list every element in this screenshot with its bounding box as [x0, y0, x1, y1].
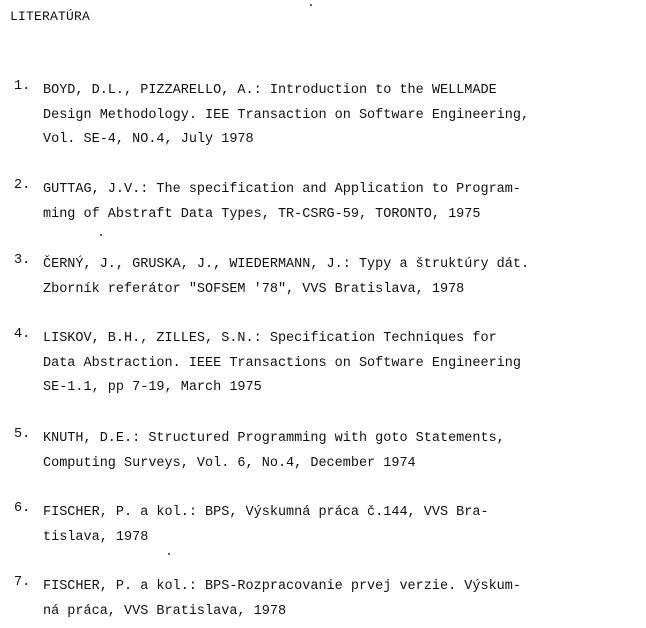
reference-line: KNUTH, D.E.: Structured Programming with goto Statements, — [43, 431, 505, 446]
reference-number: 5. — [14, 427, 31, 442]
reference-line: Computing Surveys, Vol. 6, No.4, December 1974 — [43, 455, 416, 471]
scan-speck — [100, 234, 102, 236]
reference-line: LISKOV, B.H., ZILLES, S.N.: Specification Techniques for — [43, 331, 497, 346]
reference-line: ČERNÝ, J., GRUSKA, J., WIEDERMANN, J.: Typy a štruktúry dát. — [43, 257, 530, 272]
reference-text — [43, 253, 643, 302]
reference-line: GUTTAG, J.V.: The specification and Application to Program- — [43, 182, 521, 197]
reference-number: 6. — [14, 501, 31, 516]
reference-line: BOYD, D.L., PIZZARELLO, A.: Introduction to the WELLMADE — [43, 83, 497, 98]
reference-line: Data Abstraction. IEEE Transactions on Software Engineering — [43, 355, 521, 371]
scan-speck — [168, 553, 170, 555]
reference-line: Zborník referátor "SOFSEM '78", VVS Bratislava, 1978 — [43, 281, 465, 297]
reference-number: 4. — [14, 327, 31, 342]
reference-line: ná práca, VVS Bratislava, 1978 — [43, 603, 287, 619]
reference-text — [43, 427, 643, 476]
reference-line: Vol. SE-4, NO.4, July 1978 — [43, 132, 254, 148]
reference-line: FISCHER, P. a kol.: BPS, Výskumná práca č.144, VVS Bra- — [43, 505, 489, 520]
reference-line: SE-1.1, pp 7-19, March 1975 — [43, 380, 262, 396]
reference-text — [43, 501, 643, 550]
reference-line: FISCHER, P. a kol.: BPS-Rozpracovanie prvej verzie. Výskum- — [43, 579, 521, 594]
reference-number: 7. — [14, 575, 31, 590]
reference-number: 3. — [14, 253, 31, 268]
reference-text — [43, 178, 643, 227]
reference-text — [43, 79, 643, 153]
reference-line: ming of Abstraft Data Types, TR-CSRG-59, TORONTO, 1975 — [43, 206, 481, 222]
reference-number: 2. — [14, 178, 31, 193]
reference-text — [43, 575, 643, 624]
reference-line: tislava, 1978 — [43, 529, 149, 545]
reference-line: Design Methodology. IEE Transaction on Software Engineering, — [43, 107, 530, 123]
reference-number: 1. — [14, 79, 31, 94]
reference-text — [43, 327, 643, 401]
page-title: LITERATÚRA — [10, 9, 91, 24]
scan-speck — [310, 4, 312, 6]
